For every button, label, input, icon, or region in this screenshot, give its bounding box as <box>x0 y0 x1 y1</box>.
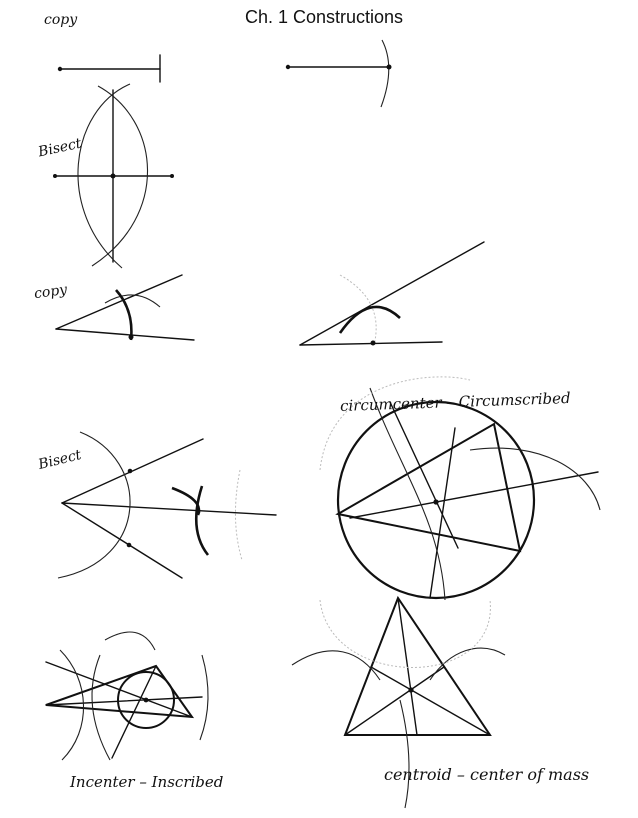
centroid-construction <box>292 598 505 808</box>
arc-intersection <box>127 543 132 548</box>
angle-bisector <box>62 503 276 515</box>
compass-arc <box>400 700 409 808</box>
label-incenter: Incenter – Inscribed <box>70 773 224 791</box>
segment-endpoint <box>170 174 174 178</box>
angle-bisector-construction <box>58 432 276 578</box>
label-centroid: centroid – center of mass <box>384 765 590 784</box>
copy-angle-construction <box>56 242 484 346</box>
faint-arc <box>320 377 470 470</box>
faint-arc <box>340 275 376 345</box>
copied-endpoint-mark <box>387 65 392 70</box>
angle-bisector <box>46 697 202 705</box>
segment-endpoint <box>58 67 62 71</box>
midpoint <box>111 174 116 179</box>
label-copy-segment: copy <box>44 12 78 28</box>
copied-ray-upper <box>300 242 484 345</box>
arc-intersection <box>371 341 376 346</box>
centroid-point <box>408 687 413 692</box>
copy-segment-construction <box>58 40 392 107</box>
page-title: Ch. 1 Constructions <box>244 7 404 27</box>
label-circumcenter: circumcenter – Circumscribed <box>339 388 571 416</box>
compass-arc-bold <box>340 307 400 333</box>
compass-arc-bold <box>196 486 208 555</box>
angle-ray-upper <box>56 275 182 329</box>
label-bisect-segment: Bisect <box>36 135 83 161</box>
copied-endpoint <box>286 65 290 69</box>
segment-endpoint <box>53 174 57 178</box>
perpendicular-bisector <box>350 472 598 518</box>
label-bisect-angle: Bisect <box>36 446 83 474</box>
incenter-construction <box>46 632 208 760</box>
median <box>371 667 490 735</box>
incenter-point <box>144 698 149 703</box>
triangle <box>345 598 490 735</box>
arc-intersection <box>128 469 133 474</box>
label-copy-angle: copy <box>33 281 69 303</box>
segment-bisector-construction <box>53 84 174 268</box>
circumcenter-construction <box>320 377 600 600</box>
triangle <box>338 424 520 551</box>
arc-intersection <box>129 335 134 340</box>
angle-ray-lower <box>56 329 194 340</box>
angle-ray-lower <box>62 503 182 578</box>
compass-arc <box>381 40 389 107</box>
compass-arc <box>92 655 110 760</box>
circumcenter-point <box>433 499 438 504</box>
compass-arc <box>60 650 84 760</box>
faint-arc <box>235 470 242 560</box>
compass-arc <box>292 651 380 680</box>
compass-arc <box>105 632 155 650</box>
bisector-point <box>196 510 201 515</box>
